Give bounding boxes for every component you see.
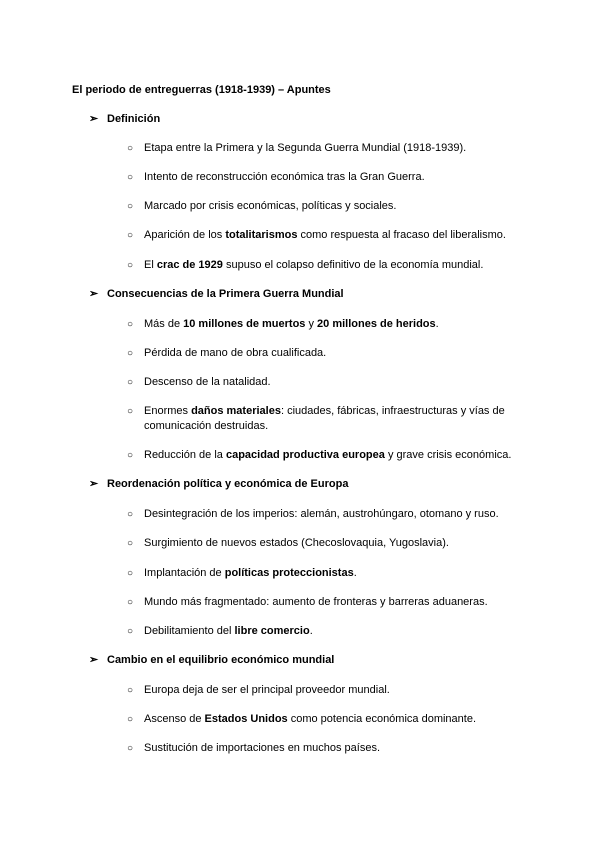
emphasis-estados-unidos: Estados Unidos [204, 713, 288, 725]
text-run: y [305, 318, 318, 330]
list-item-text: Mundo más fragmentado: aumento de fronteras y barreras aduaneras. [144, 596, 488, 608]
circle-bullet-icon: ○ [127, 260, 134, 271]
section-heading-definicion [89, 112, 160, 126]
emphasis-politicas-proteccionistas: políticas proteccionistas [224, 567, 354, 579]
text-run: . [435, 318, 439, 330]
circle-bullet-icon: ○ [127, 685, 134, 696]
emphasis-libre-comercio: libre comercio [234, 625, 310, 637]
list-item-text: Intento de reconstrucción económica tras la Gran Guerra. [144, 171, 425, 183]
text-run: como respuesta al fracaso del liberalismo. [297, 229, 506, 241]
list-item-text: Surgimiento de nuevos estados (Checoslovaquia, Yugoslavia). [144, 537, 449, 549]
text-run: : ciudades, fábricas, infraestructuras y vías de comunicación destruidas. [144, 405, 505, 432]
list-item-text: Sustitución de importaciones en muchos países. [144, 742, 381, 754]
list-item [127, 741, 527, 756]
circle-bullet-icon: ○ [127, 201, 134, 212]
text-run: supuso el colapso definitivo de la economía mundial. [222, 259, 484, 271]
list-item-text: Pérdida de mano de obra cualificada. [144, 347, 327, 359]
list-item [127, 141, 527, 156]
circle-bullet-icon: ○ [127, 450, 134, 461]
list-item-text [144, 566, 527, 581]
list-item [127, 170, 527, 185]
list-item [127, 536, 527, 551]
section-heading-equilibrio [89, 653, 334, 667]
text-run: y grave crisis económica. [384, 449, 512, 461]
text-run: Ascenso de [144, 713, 205, 725]
emphasis-muertos: 10 millones de muertos [183, 318, 306, 330]
circle-bullet-icon: ○ [127, 538, 134, 549]
list-item-text [144, 317, 527, 332]
list-item-text: Europa deja de ser el principal proveedor mundial. [144, 684, 390, 696]
list-item [127, 712, 527, 727]
list-item [127, 404, 527, 434]
list-item [127, 258, 527, 273]
arrow-bullet-icon: ➢ [89, 288, 99, 300]
circle-bullet-icon: ○ [127, 626, 134, 637]
text-run: . [353, 567, 357, 579]
list-item [127, 683, 527, 698]
list-item-text: Etapa entre la Primera y la Segunda Guerra Mundial (1918-1939). [144, 142, 467, 154]
text-run: . [309, 625, 313, 637]
text-run: El [144, 259, 157, 271]
circle-bullet-icon: ○ [127, 743, 134, 754]
list-item-text [144, 448, 527, 463]
circle-bullet-icon: ○ [127, 597, 134, 608]
circle-bullet-icon: ○ [127, 230, 134, 241]
circle-bullet-icon: ○ [127, 348, 134, 359]
section-heading-consecuencias [89, 287, 344, 301]
list-item [127, 346, 527, 361]
list-item-text [144, 404, 527, 434]
list-item [127, 624, 527, 639]
circle-bullet-icon: ○ [127, 377, 134, 388]
document-title: El periodo de entreguerras (1918-1939) – Apuntes [72, 84, 331, 96]
section-heading-reordenacion [89, 477, 348, 491]
list-item [127, 507, 527, 522]
emphasis-danos-materiales: daños materiales [191, 405, 281, 417]
text-run: Implantación de [144, 567, 225, 579]
circle-bullet-icon: ○ [127, 509, 134, 520]
text-run: Debilitamiento del [144, 625, 235, 637]
text-run: Aparición de los [144, 229, 226, 241]
circle-bullet-icon: ○ [127, 143, 134, 154]
circle-bullet-icon: ○ [127, 319, 134, 330]
list-item-text [144, 712, 527, 727]
emphasis-heridos: 20 millones de heridos [317, 318, 436, 330]
circle-bullet-icon: ○ [127, 406, 134, 417]
list-item-text: Desintegración de los imperios: alemán, austrohúngaro, otomano y ruso. [144, 508, 499, 520]
text-run: Más de [144, 318, 184, 330]
section-heading-label: Cambio en el equilibrio económico mundial [107, 654, 335, 666]
list-item-text: Marcado por crisis económicas, políticas y sociales. [144, 200, 397, 212]
list-item [127, 317, 527, 332]
list-item [127, 566, 527, 581]
list-item-text: Descenso de la natalidad. [144, 376, 271, 388]
list-item [127, 228, 527, 243]
list-item-text [144, 228, 527, 243]
arrow-bullet-icon: ➢ [89, 113, 99, 125]
list-item-text [144, 258, 527, 273]
circle-bullet-icon: ○ [127, 568, 134, 579]
list-item [127, 199, 527, 214]
section-heading-label: Definición [107, 113, 161, 125]
emphasis-capacidad-productiva: capacidad productiva europea [225, 449, 385, 461]
text-run: Enormes [144, 405, 192, 417]
arrow-bullet-icon: ➢ [89, 654, 99, 666]
circle-bullet-icon: ○ [127, 172, 134, 183]
list-item [127, 595, 527, 610]
list-item [127, 375, 527, 390]
circle-bullet-icon: ○ [127, 714, 134, 725]
text-run: Reducción de la [144, 449, 226, 461]
section-heading-label: Reordenación política y económica de Europa [107, 478, 349, 490]
text-run: como potencia económica dominante. [287, 713, 477, 725]
emphasis-crac-1929: crac de 1929 [156, 259, 223, 271]
list-item [127, 448, 527, 463]
arrow-bullet-icon: ➢ [89, 478, 99, 490]
emphasis-totalitarismos: totalitarismos [225, 229, 298, 241]
section-heading-label: Consecuencias de la Primera Guerra Mundial [107, 288, 344, 300]
list-item-text [144, 624, 527, 639]
